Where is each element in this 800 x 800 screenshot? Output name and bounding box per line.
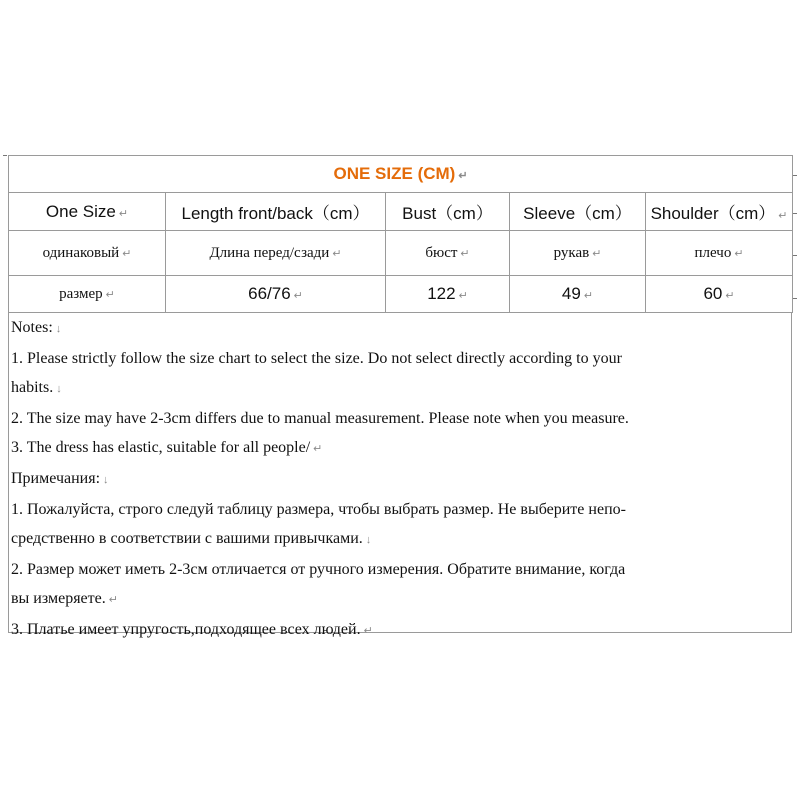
note-line: вы измеряете. ↵ (11, 590, 118, 607)
table-title-row (9, 156, 793, 193)
margin-tick (793, 255, 797, 256)
ru-header-length: Длина перед/сзади ↵ (166, 231, 386, 276)
russian-header-row (9, 231, 793, 276)
header-shoulder: Shoulder（cm） ↵ (646, 193, 793, 231)
ru-header-shoulder: плечо ↵ (646, 231, 793, 276)
cell-sleeve: 49 ↵ (510, 276, 646, 313)
note-line: 1. Пожалуйста, строго следуй таблицу размера, чтобы выбрать размер. Не выберите непо- (11, 501, 626, 518)
note-line: 2. Размер может иметь 2-3см отличается от ручного измерения. Обратите внимание, когда (11, 561, 626, 578)
margin-tick (793, 213, 797, 214)
note-line: 1. Please strictly follow the size chart to select the size. Do not select directly according to your (11, 350, 622, 367)
header-bust: Bust（cm） (386, 193, 510, 231)
margin-tick (793, 298, 797, 299)
ru-header-one-size: одинаковый ↵ (9, 231, 166, 276)
table-row (9, 276, 793, 313)
cell-bust: 122 ↵ (386, 276, 510, 313)
ru-header-sleeve: рукав ↵ (510, 231, 646, 276)
header-sleeve: Sleeve（cm） (510, 193, 646, 231)
ru-header-bust: бюст ↵ (386, 231, 510, 276)
note-line: 3. Платье имеет упругость,подходящее всех людей. ↵ (11, 621, 373, 638)
margin-tick (793, 175, 797, 176)
cell-size: размер ↵ (9, 276, 166, 313)
notes-title-ru: Примечания: ↓ (11, 470, 109, 487)
note-line: 2. The size may have 2-3cm differs due to manual measurement. Please note when you measure. (11, 410, 629, 427)
notes-section (8, 313, 792, 638)
english-header-row (9, 193, 793, 231)
note-line: средственно в соответствии с вашими привычками. ↓ (11, 530, 372, 547)
note-line: 3. The dress has elastic, suitable for all people/ ↵ (11, 439, 323, 456)
header-length: Length front/back（cm） (166, 193, 386, 231)
table-title: ONE SIZE (CM) ↵ (9, 156, 793, 193)
size-chart-table (8, 155, 793, 313)
note-line: habits. ↓ (11, 379, 62, 396)
header-one-size: One Size ↵ (9, 193, 166, 231)
size-chart-sheet (8, 155, 792, 638)
margin-tick (3, 155, 7, 156)
cell-shoulder: 60 ↵ (646, 276, 793, 313)
cell-length: 66/76 ↵ (166, 276, 386, 313)
notes-title-en: Notes: ↓ (11, 319, 62, 336)
